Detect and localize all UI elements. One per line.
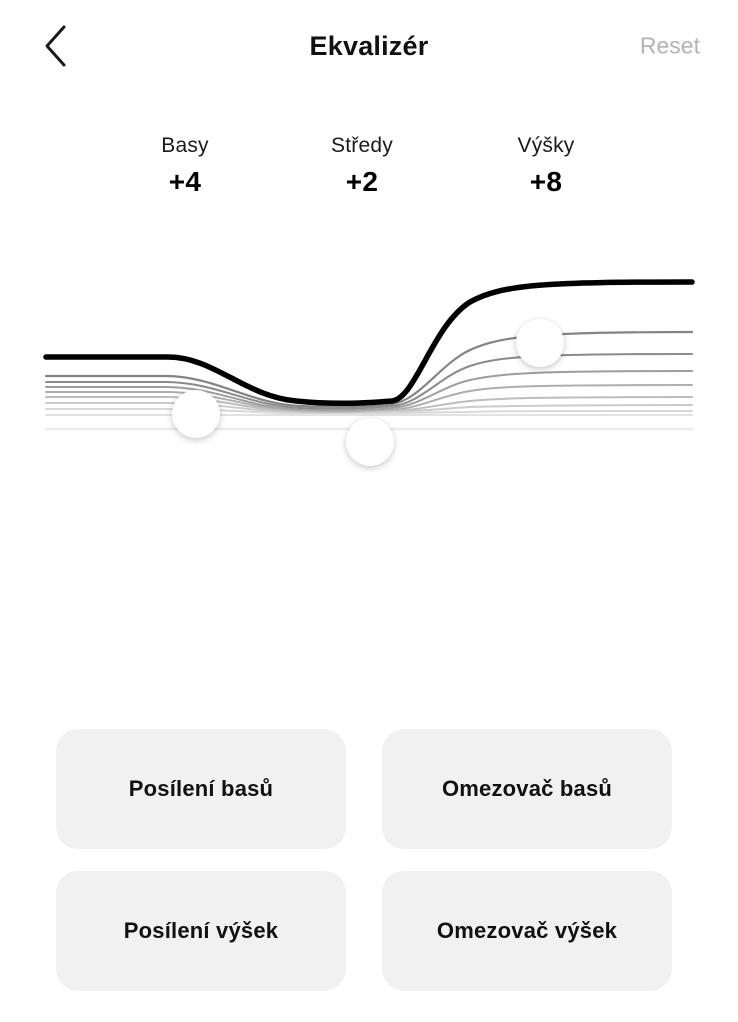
chevron-left-icon [42,24,70,68]
band-mid-label: Středy [331,134,393,157]
preset-treble-reducer-button[interactable]: Omezovač výšek [382,871,672,991]
band-mid-value: +2 [345,166,379,197]
handle-treble[interactable] [516,319,564,367]
preset-bass-reducer-button[interactable]: Omezovač basů [382,729,672,849]
handle-bass[interactable] [172,390,220,438]
band-bass-label: Basy [161,134,209,157]
band-treble [517,134,574,198]
band-bass [161,134,209,198]
preset-button-group [56,729,682,991]
eq-graph[interactable] [0,254,738,484]
band-mid [331,134,393,198]
band-values [0,134,738,230]
preset-bass-boost-button[interactable]: Posílení basů [56,729,346,849]
back-button[interactable] [32,22,80,70]
band-bass-value: +4 [168,166,202,197]
handle-mid[interactable] [346,418,394,466]
page-title: Ekvalizér [309,30,429,61]
header [0,0,738,92]
band-treble-label: Výšky [517,134,575,157]
preset-treble-boost-button[interactable]: Posílení výšek [56,871,346,991]
band-treble-value: +8 [529,166,563,197]
reset-button[interactable]: Reset [639,32,700,59]
